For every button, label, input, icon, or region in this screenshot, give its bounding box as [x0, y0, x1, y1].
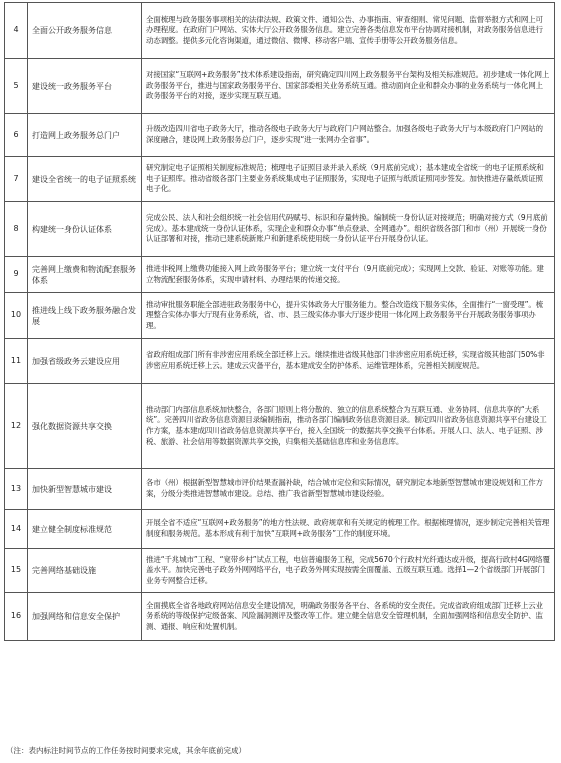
task-table-body: [5, 3, 555, 641]
table-row: [5, 157, 555, 202]
row-number: 4: [5, 3, 28, 59]
task-content: 推进“千兆城市”工程、“宽带乡村”试点工程，电信普遍服务工程，完成5670个行政村光纤通达或升级，提高行政村4G网络覆盖水平。加快完善电子政务外网网络平台，电子政务外网实现按需全面覆盖、五级互联互通。选择1—2个省级部门开展部门业务专网整合迁移。: [142, 549, 555, 593]
task-content: 各市（州）根据新型智慧城市评价结果查漏补缺，结合城市定位和实际情况，研究制定本地新型智慧城市建设规划和工作方案，分级分类推进智慧城市建设。总结、推广我省新型智慧城市建设经验。: [142, 469, 555, 510]
task-name: 完善网络基础设施: [28, 549, 142, 593]
task-name: 构建统一身份认证体系: [28, 202, 142, 257]
task-content: 推动审批服务职能全部进驻政务服务中心，提升实体政务大厅服务能力。整合改造线下服务实体，全面推行“一窗受理”。梳理整合实体办事大厅现有业务系统，省、市、县三级实体办事大厅逐步使用一体化网上政务服务平台开展政务服务事项办理。: [142, 293, 555, 339]
row-number: 13: [5, 469, 28, 510]
table-row: [5, 114, 555, 157]
task-name: 建设统一政务服务平台: [28, 59, 142, 114]
task-content: 完成公民、法人和社会组织统一社会信用代码赋号、标识和存量转换。编制统一身份认证对接规范；明确对接方式（9月底前完成）。基本建成统一身份认证体系，实现企业和群众办事“单点登录、全网通办”。组织省级各部门和市（州）开展统一身份认证部署和对接，推动已建系统新账户和新建系统使用统一身份认证平台开展身份认证。: [142, 202, 555, 257]
row-number: 7: [5, 157, 28, 202]
task-name: 加快新型智慧城市建设: [28, 469, 142, 510]
task-content: 推进非税网上缴费功能接入网上政务服务平台；建立统一支付平台（9月底前完成）；实现网上交款、验证、对账等功能。建立物流配套服务体系，实现申请材料、办理结果的传递交接。: [142, 257, 555, 293]
row-number: 6: [5, 114, 28, 157]
table-row: [5, 3, 555, 59]
row-number: 14: [5, 510, 28, 549]
row-number: 16: [5, 593, 28, 641]
table-row: [5, 59, 555, 114]
row-number: 12: [5, 384, 28, 469]
task-content: 全面摸底全省各地政府网站信息安全建设情况，明确政务服务各平台、各系统的安全责任。完成省政府组成部门迁移上云业务系统的等级保护定级备案、风险漏洞测评及整改等工作。建立健全信息安全管理机制，全面加强网络和信息安全防护、监测、通报、响应和处置机制。: [142, 593, 555, 641]
table-row: [5, 339, 555, 384]
task-name: 推进线上线下政务服务融合发展: [28, 293, 142, 339]
table-row: [5, 549, 555, 593]
task-content: 全面梳理与政务服务事项相关的法律法规、政策文件、通知公告、办事指南、审查细则、常见问题、监督举报方式和网上可办理程度。在政府门户网站、实体大厅公开政务服务信息。建立完善各类信息发布平台协调对接机制，对政务服务信息进行动态调整。提供多元化咨询渠道，通过微信、微博、移动客户端、宣传手册等公开政务服务信息。: [142, 3, 555, 59]
table-row: [5, 469, 555, 510]
table-row: [5, 384, 555, 469]
table-row: [5, 202, 555, 257]
task-table: [4, 2, 555, 641]
task-name: 打造网上政务服务总门户: [28, 114, 142, 157]
task-content: 省政府组成部门所有非涉密应用系统全部迁移上云。继续推进省级其他部门非涉密应用系统迁移，实现省级其他部门50%非涉密应用系统迁移上云。建成云灾备平台，基本建成安全防护体系、运维管理体系，完善相关制度规范。: [142, 339, 555, 384]
task-name: 完善网上缴费和物流配套服务体系: [28, 257, 142, 293]
table-row: [5, 593, 555, 641]
task-name: 加强网络和信息安全保护: [28, 593, 142, 641]
task-name: 强化数据资源共享交换: [28, 384, 142, 469]
row-number: 9: [5, 257, 28, 293]
task-name: 建立健全制度标准规范: [28, 510, 142, 549]
footnote: （注：表内标注时间节点的工作任务按时间要求完成，其余年底前完成）: [6, 746, 246, 755]
table-row: [5, 510, 555, 549]
row-number: 5: [5, 59, 28, 114]
row-number: 8: [5, 202, 28, 257]
task-content: 开展全省不适应“互联网+政务服务”的地方性法规、政府规章和有关规定的梳理工作。根据梳理情况，逐步制定完善相关管理制度和服务规范。基本形成有利于加快“互联网+政务服务”工作的制度环境。: [142, 510, 555, 549]
table-row: [5, 293, 555, 339]
task-name: 加强省级政务云建设应用: [28, 339, 142, 384]
row-number: 15: [5, 549, 28, 593]
task-content: 推动部门内部信息系统加快整合，各部门原则上将分散的、独立的信息系统整合为互联互通、业务协同、信息共享的“大系统”。完善四川省政务信息资源目录编制指南，推动各部门编制政务信息资源目录。制定四川省政务信息资源共享平台建设工作方案，基本建成四川省政务信息资源共享平台，接入全国统一的数据共享交换平台体系。开展人口、法人、电子证照、涉税、旅游、社会信用等数据资源共享交换，归集相关基础信息库和业务信息库。: [142, 384, 555, 469]
task-content: 研究制定电子证照相关制度标准规范；梳理电子证照目录并录入系统（9月底前完成）；基本建成全省统一的电子证照系统和电子证照库。推动省级各部门主要业务系统集成电子证照服务，实现电子证照与纸质证照同步签发。加快推进存量纸质证照电子化。: [142, 157, 555, 202]
task-name: 全面公开政务服务信息: [28, 3, 142, 59]
task-content: 对接国家“互联网+政务服务”技术体系建设指南，研究确定四川网上政务服务平台架构及相关标准规范。初步建成一体化网上政务服务平台，推进与国家政务服务平台、国家部委相关业务系统互通。推动面向企业和群众办事的业务系统与一体化网上政务服务平台的对接，逐步实现互联互通。: [142, 59, 555, 114]
row-number: 10: [5, 293, 28, 339]
row-number: 11: [5, 339, 28, 384]
table-row: [5, 257, 555, 293]
task-content: 升级改造四川省电子政务大厅，推动各级电子政务大厅与政府门户网站整合。加强各级电子政务大厅与本级政府门户网站的深度融合，建设网上政务服务总门户，逐步实现“进一张网办全省事”。: [142, 114, 555, 157]
task-name: 建设全省统一的电子证照系统: [28, 157, 142, 202]
